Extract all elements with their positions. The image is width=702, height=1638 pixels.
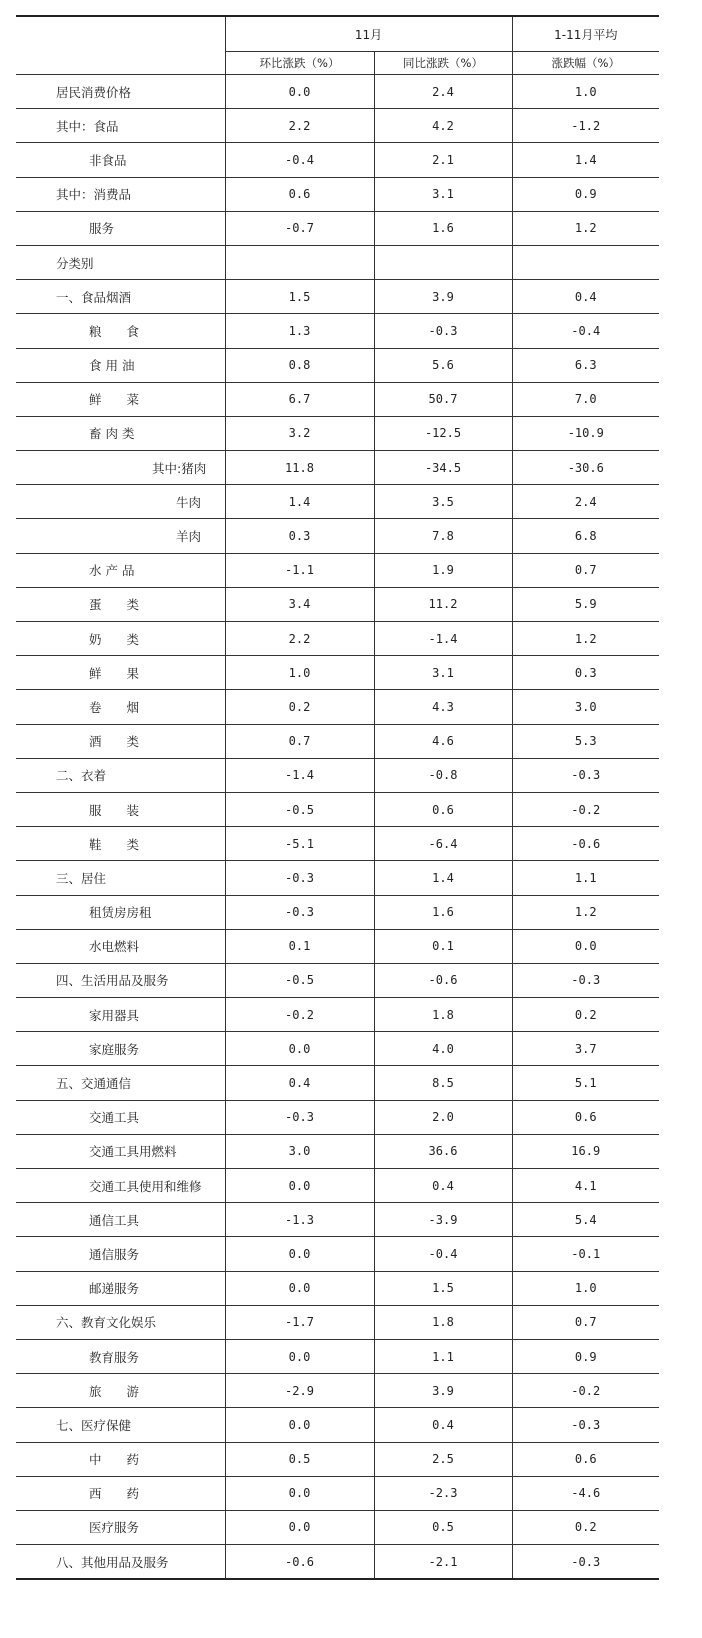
cell-avg: -0.3	[512, 1408, 659, 1442]
table-row	[16, 792, 659, 826]
row-label: 一、食品烟酒	[16, 280, 225, 314]
cell-avg: 2.4	[512, 485, 659, 519]
row-label: 酒 类	[16, 724, 225, 758]
row-label: 西 药	[16, 1476, 225, 1510]
row-label: 畜 肉 类	[16, 416, 225, 450]
table-row	[16, 895, 659, 929]
cell-avg: 0.9	[512, 177, 659, 211]
table-row	[16, 587, 659, 621]
table-row	[16, 1408, 659, 1442]
cell-yoy: 3.5	[374, 485, 512, 519]
cell-mom: 3.4	[225, 587, 374, 621]
cell-yoy: 1.4	[374, 861, 512, 895]
cell-yoy: -1.4	[374, 622, 512, 656]
row-label: 水 产 品	[16, 553, 225, 587]
cpi-table	[16, 15, 659, 1580]
table-row	[16, 1339, 659, 1373]
cell-avg: 0.6	[512, 1100, 659, 1134]
table-row	[16, 1374, 659, 1408]
row-label: 二、衣着	[16, 758, 225, 792]
cell-mom: 0.7	[225, 724, 374, 758]
table-row	[16, 758, 659, 792]
cell-yoy: 0.4	[374, 1408, 512, 1442]
row-label: 其中:猪肉	[16, 451, 225, 485]
row-label: 服务	[16, 211, 225, 245]
row-label: 分类别	[16, 245, 225, 279]
cell-mom: -0.3	[225, 1100, 374, 1134]
row-label: 非食品	[16, 143, 225, 177]
header-group-average: 1-11月平均	[512, 16, 659, 52]
cell-yoy: 2.0	[374, 1100, 512, 1134]
cell-yoy: -6.4	[374, 827, 512, 861]
cell-avg: 0.3	[512, 656, 659, 690]
cell-avg: 6.3	[512, 348, 659, 382]
table-row	[16, 416, 659, 450]
cell-avg: 5.3	[512, 724, 659, 758]
cell-yoy: -2.1	[374, 1545, 512, 1580]
row-label: 租赁房房租	[16, 895, 225, 929]
row-label: 交通工具	[16, 1100, 225, 1134]
cell-avg: 3.0	[512, 690, 659, 724]
row-label: 交通工具使用和维修	[16, 1169, 225, 1203]
cell-mom: -2.9	[225, 1374, 374, 1408]
cell-mom: 0.0	[225, 1271, 374, 1305]
table-row	[16, 1203, 659, 1237]
table-row	[16, 519, 659, 553]
row-label: 粮 食	[16, 314, 225, 348]
table-row	[16, 1032, 659, 1066]
cell-mom: 0.0	[225, 1408, 374, 1442]
cell-yoy: 1.1	[374, 1339, 512, 1373]
cell-avg: -1.2	[512, 109, 659, 143]
row-label: 旅 游	[16, 1374, 225, 1408]
row-label: 教育服务	[16, 1339, 225, 1373]
table-row	[16, 1169, 659, 1203]
cell-yoy: -2.3	[374, 1476, 512, 1510]
cell-mom: 1.5	[225, 280, 374, 314]
cell-avg: 0.7	[512, 1305, 659, 1339]
row-label: 通信工具	[16, 1203, 225, 1237]
table-row	[16, 1545, 659, 1580]
row-label: 交通工具用燃料	[16, 1134, 225, 1168]
row-label: 其中：食品	[16, 109, 225, 143]
table-row	[16, 724, 659, 758]
cell-avg: 1.1	[512, 861, 659, 895]
cell-yoy: 3.9	[374, 1374, 512, 1408]
cell-avg: -0.3	[512, 1545, 659, 1580]
cell-yoy: 1.8	[374, 998, 512, 1032]
cell-mom: 0.0	[225, 1169, 374, 1203]
cell-avg: -0.4	[512, 314, 659, 348]
table-row	[16, 177, 659, 211]
table-row	[16, 75, 659, 109]
table-row	[16, 451, 659, 485]
cell-yoy: 0.5	[374, 1510, 512, 1544]
cell-yoy: 1.9	[374, 553, 512, 587]
table-row	[16, 656, 659, 690]
cell-avg: 0.6	[512, 1442, 659, 1476]
cell-mom: -0.3	[225, 861, 374, 895]
cell-mom: 6.7	[225, 382, 374, 416]
cell-avg: 1.0	[512, 1271, 659, 1305]
cell-avg: 7.0	[512, 382, 659, 416]
table-row	[16, 622, 659, 656]
cell-mom: 0.2	[225, 690, 374, 724]
row-label: 居民消费价格	[16, 75, 225, 109]
cell-mom: 0.6	[225, 177, 374, 211]
row-label: 鞋 类	[16, 827, 225, 861]
table-row	[16, 690, 659, 724]
cell-avg: 0.0	[512, 929, 659, 963]
header-col-yoy: 同比涨跌（%）	[374, 52, 512, 75]
cell-mom: 3.2	[225, 416, 374, 450]
table-row	[16, 929, 659, 963]
cell-avg: 0.4	[512, 280, 659, 314]
row-label: 八、其他用品及服务	[16, 1545, 225, 1580]
cell-mom: -0.5	[225, 963, 374, 997]
row-label: 三、居住	[16, 861, 225, 895]
cell-yoy: 1.6	[374, 211, 512, 245]
cell-avg	[512, 245, 659, 279]
cell-yoy: 3.1	[374, 656, 512, 690]
cell-mom: 0.0	[225, 1476, 374, 1510]
table-row	[16, 1476, 659, 1510]
cell-yoy: 5.6	[374, 348, 512, 382]
cell-mom: 0.3	[225, 519, 374, 553]
cell-avg: 5.9	[512, 587, 659, 621]
row-label: 鲜 菜	[16, 382, 225, 416]
cell-avg: 0.2	[512, 1510, 659, 1544]
cell-avg: 3.7	[512, 1032, 659, 1066]
cell-mom: -1.3	[225, 1203, 374, 1237]
cell-mom: -0.3	[225, 895, 374, 929]
row-label: 牛肉	[16, 485, 225, 519]
cell-yoy: 1.5	[374, 1271, 512, 1305]
table-row	[16, 1271, 659, 1305]
cell-mom: 3.0	[225, 1134, 374, 1168]
cell-avg: -0.1	[512, 1237, 659, 1271]
cell-yoy: 36.6	[374, 1134, 512, 1168]
cell-mom	[225, 245, 374, 279]
row-label: 中 药	[16, 1442, 225, 1476]
cell-mom: 0.0	[225, 1032, 374, 1066]
row-label: 五、交通通信	[16, 1066, 225, 1100]
cell-yoy: 0.6	[374, 792, 512, 826]
cell-yoy: 3.1	[374, 177, 512, 211]
table-row	[16, 1510, 659, 1544]
cell-mom: 1.0	[225, 656, 374, 690]
cell-mom: -0.6	[225, 1545, 374, 1580]
cell-yoy: -12.5	[374, 416, 512, 450]
cell-avg: 16.9	[512, 1134, 659, 1168]
cell-avg: -10.9	[512, 416, 659, 450]
header-row-1	[16, 16, 659, 52]
cell-yoy: 1.6	[374, 895, 512, 929]
table-row	[16, 553, 659, 587]
cell-avg: -4.6	[512, 1476, 659, 1510]
cell-yoy: 2.1	[374, 143, 512, 177]
cell-yoy: -3.9	[374, 1203, 512, 1237]
header-col-avg: 涨跌幅（%）	[512, 52, 659, 75]
table-row	[16, 211, 659, 245]
cell-avg: 5.4	[512, 1203, 659, 1237]
cell-avg: 0.9	[512, 1339, 659, 1373]
cell-yoy: 1.8	[374, 1305, 512, 1339]
table-row	[16, 998, 659, 1032]
cell-mom: 0.4	[225, 1066, 374, 1100]
table-row	[16, 485, 659, 519]
cell-avg: -0.3	[512, 758, 659, 792]
cell-yoy: -0.4	[374, 1237, 512, 1271]
row-label: 家用器具	[16, 998, 225, 1032]
row-label: 奶 类	[16, 622, 225, 656]
table-row	[16, 245, 659, 279]
cell-yoy: 4.0	[374, 1032, 512, 1066]
cell-yoy: 11.2	[374, 587, 512, 621]
cell-mom: 1.3	[225, 314, 374, 348]
row-label: 水电燃料	[16, 929, 225, 963]
cell-yoy: 2.5	[374, 1442, 512, 1476]
table-row	[16, 1100, 659, 1134]
cell-mom: -1.1	[225, 553, 374, 587]
cell-avg: -0.2	[512, 1374, 659, 1408]
cell-avg: 0.7	[512, 553, 659, 587]
header-blank-cell	[16, 16, 225, 75]
cell-yoy: 3.9	[374, 280, 512, 314]
row-label: 其中：消费品	[16, 177, 225, 211]
cell-mom: 0.5	[225, 1442, 374, 1476]
row-label: 卷 烟	[16, 690, 225, 724]
table-row	[16, 1305, 659, 1339]
cell-yoy: -34.5	[374, 451, 512, 485]
row-label: 鲜 果	[16, 656, 225, 690]
cell-mom: -5.1	[225, 827, 374, 861]
cell-avg: 4.1	[512, 1169, 659, 1203]
cell-yoy: 4.6	[374, 724, 512, 758]
table-row	[16, 280, 659, 314]
header-col-mom: 环比涨跌（%）	[225, 52, 374, 75]
cell-mom: -0.4	[225, 143, 374, 177]
cell-mom: 11.8	[225, 451, 374, 485]
cell-yoy: 2.4	[374, 75, 512, 109]
cell-mom: 1.4	[225, 485, 374, 519]
row-label: 医疗服务	[16, 1510, 225, 1544]
cell-yoy: 4.3	[374, 690, 512, 724]
table-row	[16, 109, 659, 143]
table-row	[16, 963, 659, 997]
cell-yoy	[374, 245, 512, 279]
row-label: 羊肉	[16, 519, 225, 553]
cell-yoy: 0.1	[374, 929, 512, 963]
cell-avg: -0.2	[512, 792, 659, 826]
cell-avg: 1.4	[512, 143, 659, 177]
row-label: 通信服务	[16, 1237, 225, 1271]
table-row	[16, 1066, 659, 1100]
cell-avg: 6.8	[512, 519, 659, 553]
cell-mom: -1.4	[225, 758, 374, 792]
table-body	[16, 16, 659, 1579]
table-row	[16, 382, 659, 416]
cell-avg: 0.2	[512, 998, 659, 1032]
table-row	[16, 1134, 659, 1168]
cell-mom: 0.0	[225, 75, 374, 109]
cell-mom: 0.8	[225, 348, 374, 382]
cell-mom: -0.2	[225, 998, 374, 1032]
cell-yoy: 7.8	[374, 519, 512, 553]
cell-avg: 1.0	[512, 75, 659, 109]
row-label: 邮递服务	[16, 1271, 225, 1305]
table-row	[16, 827, 659, 861]
cell-avg: -30.6	[512, 451, 659, 485]
cell-mom: 2.2	[225, 109, 374, 143]
table-row	[16, 1442, 659, 1476]
cell-yoy: 8.5	[374, 1066, 512, 1100]
cell-mom: 0.1	[225, 929, 374, 963]
cell-avg: -0.3	[512, 963, 659, 997]
header-group-november: 11月	[225, 16, 512, 52]
table-row	[16, 348, 659, 382]
cell-yoy: -0.6	[374, 963, 512, 997]
cell-yoy: 4.2	[374, 109, 512, 143]
cell-mom: -0.7	[225, 211, 374, 245]
cell-avg: 1.2	[512, 895, 659, 929]
cell-mom: 0.0	[225, 1510, 374, 1544]
cell-avg: 1.2	[512, 211, 659, 245]
cell-mom: -1.7	[225, 1305, 374, 1339]
cell-avg: -0.6	[512, 827, 659, 861]
row-label: 家庭服务	[16, 1032, 225, 1066]
row-label: 食 用 油	[16, 348, 225, 382]
row-label: 六、教育文化娱乐	[16, 1305, 225, 1339]
table-row	[16, 861, 659, 895]
cell-yoy: -0.3	[374, 314, 512, 348]
table-row	[16, 314, 659, 348]
cell-yoy: 0.4	[374, 1169, 512, 1203]
cell-mom: 0.0	[225, 1339, 374, 1373]
cell-yoy: -0.8	[374, 758, 512, 792]
table-row	[16, 143, 659, 177]
cell-yoy: 50.7	[374, 382, 512, 416]
row-label: 服 装	[16, 792, 225, 826]
cell-mom: -0.5	[225, 792, 374, 826]
row-label: 七、医疗保健	[16, 1408, 225, 1442]
cell-avg: 1.2	[512, 622, 659, 656]
row-label: 四、生活用品及服务	[16, 963, 225, 997]
cell-avg: 5.1	[512, 1066, 659, 1100]
cell-mom: 2.2	[225, 622, 374, 656]
cell-mom: 0.0	[225, 1237, 374, 1271]
table-row	[16, 1237, 659, 1271]
row-label: 蛋 类	[16, 587, 225, 621]
